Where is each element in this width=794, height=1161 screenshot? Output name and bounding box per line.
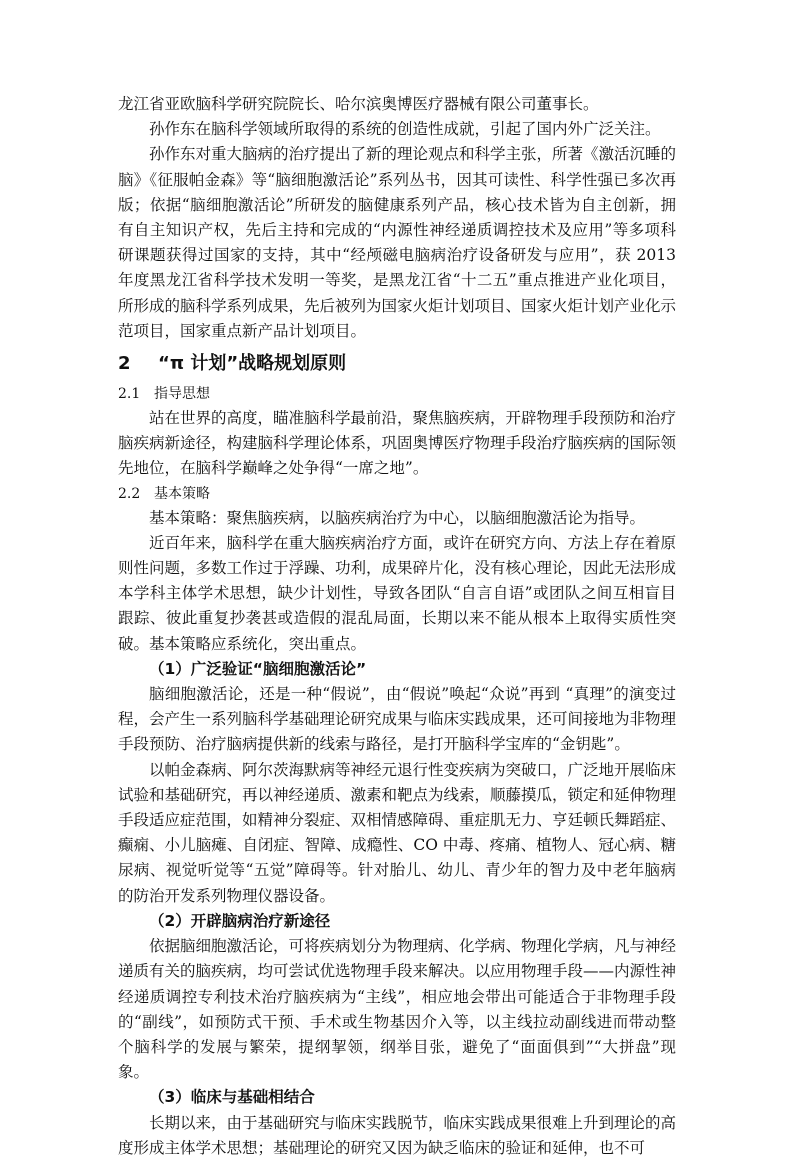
paragraph-attention: 孙作东在脑科学领域所取得的系统的创造性成就，引起了国内外广泛关注。 [149,120,661,139]
subsection-heading-guiding [118,382,676,406]
paragraph-achievements: 孙作东对重大脑病的治疗提出了新的理论观点和科学主张，所著《激活沉睡的脑》《征服帕金森》等“脑细胞激活论”系列丛书，因其可读性、科学性强已多次再版；依据“脑细胞激活论”所研发的脑健康系列产品，核心技术皆为自主创新，拥有自主知识产权，先后主持和完成的“内源性神经递质调控技术及应用”等多项科研课题获得过国家的支持，其中“经颅磁电脑病治疗设备研发与应用”，获 2013 年度黑龙江省科学技术发明一等奖，是黑龙江省“十二五”重点推进产业化项目，所形成的脑科学系列成果，先后被列为国家火炬计划项目、国家火炬计划产业化示范项目，国家重点新产品计划项目。 [118,145,677,340]
document-page [118,92,676,1161]
subsection-title: 指导思想 [154,386,210,403]
item-heading-verify: （1）广泛验证“脑细胞激活论” [149,659,367,678]
item-heading-new-approach: （2）开辟脑病治疗新途径 [149,911,331,930]
subsection-number: 2.1 [118,386,141,403]
subsection-title: 基本策略 [154,485,210,502]
subsection-number: 2.2 [118,485,141,502]
subsection-heading-strategy [118,482,676,506]
item-heading-clinical-basic: （3）临床与基础相结合 [149,1088,315,1107]
paragraph-clinical-basic: 长期以来，由于基础研究与临床实践脱节，临床实践成果很难上升到理论的高度形成主体学术思想；基础理论的研究又因为缺乏临床的验证和延伸，也不可 [118,1113,677,1157]
section-number: 2 [118,353,131,375]
paragraph-guiding: 站在世界的高度，瞄准脑科学最前沿，聚焦脑疾病，开辟物理手段预防和治疗脑疾病新途径，构建脑科学理论体系，巩固奥博医疗物理手段治疗脑疾病的国际领先地位，在脑科学巅峰之处争得“一席之地”。 [118,409,677,478]
paragraph-verify-1: 脑细胞激活论，还是一种“假说”，由“假说”唤起“众说”再到 “真理”的演变过程，会产生一系列脑科学基础理论研究成果与临床实践成果，还可间接地为非物理手段预防、治疗脑病提供新的线索与路径，是打开脑科学宝库的“金钥匙”。 [118,685,677,754]
paragraph-new-approach: 依据脑细胞激活论，可将疾病划分为物理病、化学病、物理化学病，凡与神经递质有关的脑疾病，均可尝试优选物理手段来解决。以应用物理手段——内源性神经递质调控专利技术治疗脑疾病为“主线”，相应地会带出可能适合于非物理手段的“副线”，如预防式干预、手术或生物基因介入等，以主线拉动副线进而带动整个脑科学的发展与繁荣，提纲挈领，纲举目张，避免了“面面俱到”“大拼盘”现象。 [118,937,677,1082]
paragraph-strategy-detail: 近百年来，脑科学在重大脑疾病治疗方面，或许在研究方向、方法上存在着原则性问题，多数工作过于浮躁、功利，成果碎片化，没有核心理论，因此无法形成本学科主体学术思想，缺少计划性，导致各团队“自言自语”或团队之间互相盲目跟踪、彼此重复抄袭甚或造假的混乱局面，长期以来不能从根本上取得实质性突破。基本策略应系统化，突出重点。 [118,533,677,653]
paragraph-intro-end: 龙江省亚欧脑科学研究院院长、哈尔滨奥博医疗器械有限公司董事长。 [118,95,599,113]
section-heading [118,350,676,378]
paragraph-verify-2: 以帕金森病、阿尔茨海默病等神经元退行性变疾病为突破口，广泛地开展临床试验和基础研究，再以神经递质、激素和靶点为线索，顺藤摸瓜，锁定和延伸物理手段适应症范围，如精神分裂症、双相情感障碍、重症肌无力、亨廷顿氏舞蹈症、癫痫、小儿脑瘫、自闭症、智障、成瘾性、CO 中毒、疼痛、植物人、冠心病、糖尿病、视觉听觉等“五觉”障碍等。针对胎儿、幼儿、青少年的智力及中老年脑病的防治开发系列物理仪器设备。 [118,760,677,905]
paragraph-strategy-summary: 基本策略：聚焦脑疾病，以脑疾病治疗为中心，以脑细胞激活论为指导。 [149,508,646,527]
section-title: “π 计划”战略规划原则 [158,353,347,375]
